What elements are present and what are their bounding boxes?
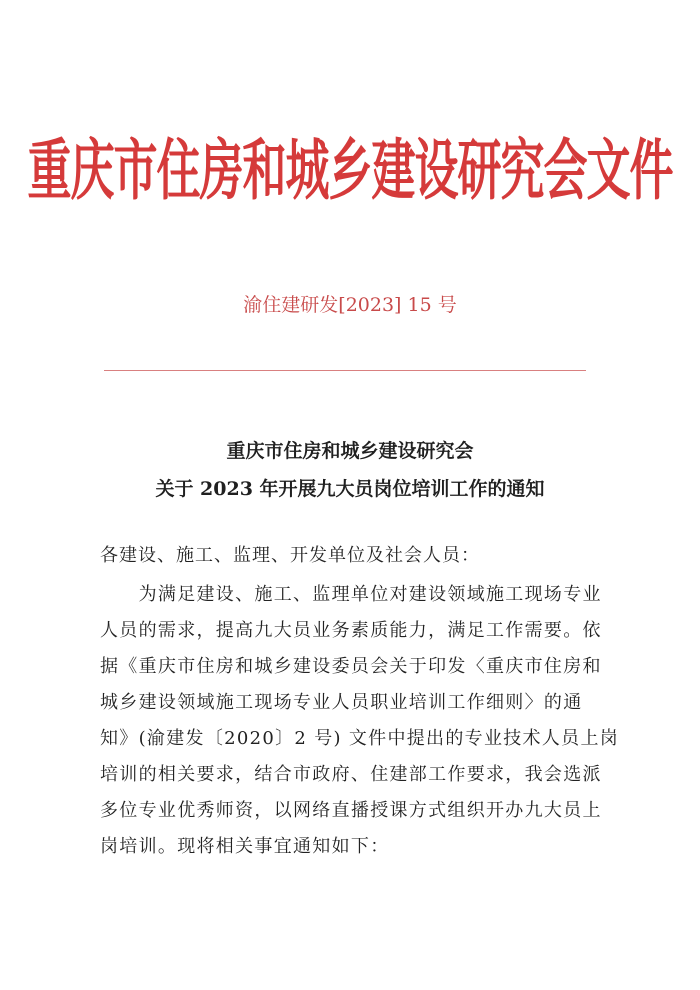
body-line: 据《重庆市住房和城乡建设委员会关于印发〈重庆市住房和 <box>100 656 602 677</box>
body-line: 培训的相关要求，结合市政府、住建部工作要求，我会选派 <box>100 764 602 785</box>
body-line: 人员的需求，提高九大员业务素质能力，满足工作需要。依 <box>100 620 602 641</box>
body-line: 为满足建设、施工、监理单位对建设领域施工现场专业 <box>100 584 602 605</box>
body-line: 城乡建设领域施工现场专业人员职业培训工作细则〉的通 <box>100 692 583 713</box>
body-line: 知》(渝建发〔2020〕2 号) 文件中提出的专业技术人员上岗 <box>100 728 620 749</box>
document-header-title: 重庆市住房和城乡建设研究会文件 <box>27 133 673 210</box>
document-number: 渝住建研发[2023] 15 号 <box>243 294 457 316</box>
salutation: 各建设、施工、监理、开发单位及社会人员： <box>100 545 480 566</box>
notice-title-line2: 关于 2023 年开展九大员岗位培训工作的通知 <box>155 478 545 500</box>
body-line: 岗培训。现将相关事宜通知如下： <box>100 836 390 857</box>
body-line: 多位专业优秀师资，以网络直播授课方式组织开办九大员上 <box>100 800 602 821</box>
header-divider <box>104 370 586 371</box>
notice-title-line1: 重庆市住房和城乡建设研究会 <box>226 440 474 462</box>
